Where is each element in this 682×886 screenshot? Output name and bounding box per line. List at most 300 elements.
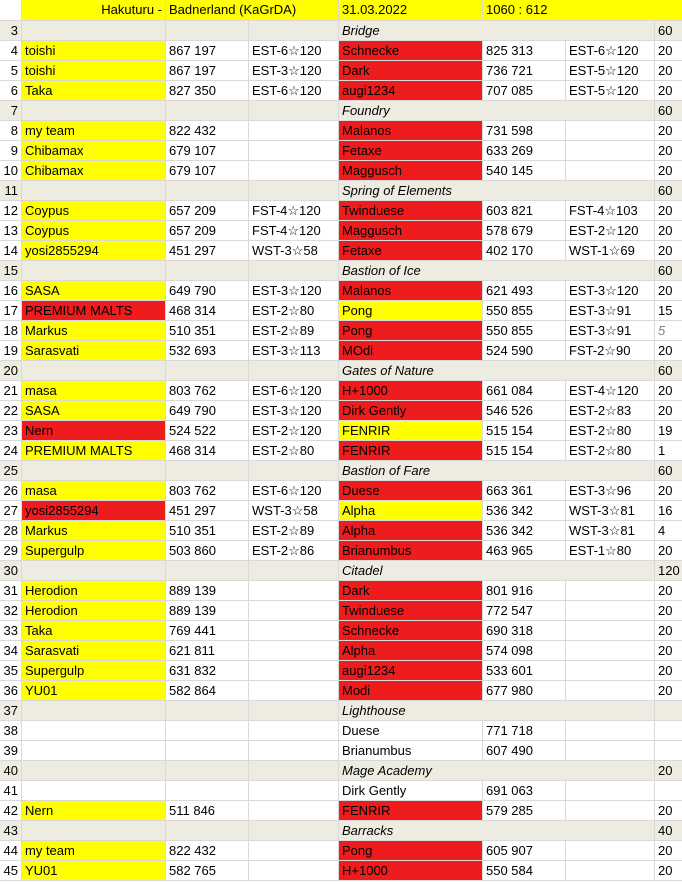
opponent-name[interactable]: H+1000 xyxy=(339,381,483,401)
opponent-name[interactable]: Pong xyxy=(339,841,483,861)
opponent-name[interactable]: Brianumbus xyxy=(339,541,483,561)
player-power[interactable] xyxy=(166,721,249,741)
points[interactable]: 20 xyxy=(655,141,682,161)
section-title[interactable]: Lighthouse xyxy=(339,701,655,721)
opponent-power[interactable]: 677 980 xyxy=(483,681,566,701)
player-info[interactable] xyxy=(249,621,339,641)
player-info[interactable] xyxy=(249,141,339,161)
empty-cell[interactable] xyxy=(249,701,339,721)
opponent-power[interactable]: 579 285 xyxy=(483,801,566,821)
player-name[interactable]: Herodion xyxy=(22,601,166,621)
player-info[interactable]: EST-2☆89 xyxy=(249,321,339,341)
player-name[interactable]: Nern xyxy=(22,801,166,821)
player-power[interactable]: 503 860 xyxy=(166,541,249,561)
player-name[interactable]: YU01 xyxy=(22,681,166,701)
empty-cell[interactable] xyxy=(249,181,339,201)
empty-cell[interactable] xyxy=(166,101,249,121)
player-info[interactable] xyxy=(249,661,339,681)
row-number[interactable]: 15 xyxy=(0,261,22,281)
opponent-power[interactable]: 690 318 xyxy=(483,621,566,641)
opponent-power[interactable]: 801 916 xyxy=(483,581,566,601)
empty-cell[interactable] xyxy=(22,261,166,281)
points[interactable]: 20 xyxy=(655,81,682,101)
row-number[interactable] xyxy=(0,0,22,21)
opponent-info[interactable] xyxy=(566,161,655,181)
opponent-name[interactable]: FENRIR xyxy=(339,441,483,461)
section-title[interactable]: Spring of Elements xyxy=(339,181,655,201)
opponent-name[interactable]: Maggusch xyxy=(339,221,483,241)
row-number[interactable]: 37 xyxy=(0,701,22,721)
player-power[interactable]: 822 432 xyxy=(166,121,249,141)
points[interactable]: 20 xyxy=(655,601,682,621)
player-info[interactable]: WST-3☆58 xyxy=(249,501,339,521)
opponent-info[interactable] xyxy=(566,861,655,881)
row-number[interactable]: 26 xyxy=(0,481,22,501)
points[interactable]: 20 xyxy=(655,641,682,661)
player-info[interactable]: EST-2☆80 xyxy=(249,441,339,461)
opponent-power[interactable]: 550 855 xyxy=(483,321,566,341)
player-name[interactable] xyxy=(22,781,166,801)
player-name[interactable] xyxy=(22,721,166,741)
points[interactable]: 20 xyxy=(655,241,682,261)
opponent-info[interactable] xyxy=(566,621,655,641)
row-number[interactable]: 14 xyxy=(0,241,22,261)
empty-cell[interactable] xyxy=(22,761,166,781)
section-title[interactable]: Foundry xyxy=(339,101,655,121)
player-power[interactable]: 621 811 xyxy=(166,641,249,661)
opponent-power[interactable]: 578 679 xyxy=(483,221,566,241)
player-name[interactable]: toishi xyxy=(22,41,166,61)
player-info[interactable]: WST-3☆58 xyxy=(249,241,339,261)
points[interactable]: 20 xyxy=(655,401,682,421)
player-info[interactable]: EST-2☆120 xyxy=(249,421,339,441)
player-power[interactable]: 468 314 xyxy=(166,301,249,321)
player-name[interactable]: masa xyxy=(22,381,166,401)
row-number[interactable]: 45 xyxy=(0,861,22,881)
player-power[interactable]: 679 107 xyxy=(166,161,249,181)
opponent-power[interactable]: 574 098 xyxy=(483,641,566,661)
player-name[interactable] xyxy=(22,741,166,761)
opponent-info[interactable]: EST-5☆120 xyxy=(566,61,655,81)
opponent-name[interactable]: Dark xyxy=(339,581,483,601)
player-name[interactable]: Nern xyxy=(22,421,166,441)
opponent-power[interactable]: 546 526 xyxy=(483,401,566,421)
player-info[interactable]: EST-3☆120 xyxy=(249,61,339,81)
player-power[interactable]: 468 314 xyxy=(166,441,249,461)
player-power[interactable] xyxy=(166,781,249,801)
player-name[interactable]: Markus xyxy=(22,321,166,341)
opponent-info[interactable]: EST-2☆80 xyxy=(566,421,655,441)
row-number[interactable]: 39 xyxy=(0,741,22,761)
row-number[interactable]: 25 xyxy=(0,461,22,481)
header-date[interactable]: 31.03.2022 xyxy=(339,0,483,21)
opponent-name[interactable]: Brianumbus xyxy=(339,741,483,761)
row-number[interactable]: 33 xyxy=(0,621,22,641)
points[interactable] xyxy=(655,741,682,761)
player-name[interactable]: toishi xyxy=(22,61,166,81)
row-number[interactable]: 19 xyxy=(0,341,22,361)
opponent-power[interactable]: 771 718 xyxy=(483,721,566,741)
empty-cell[interactable] xyxy=(22,101,166,121)
opponent-power[interactable]: 402 170 xyxy=(483,241,566,261)
player-power[interactable]: 582 765 xyxy=(166,861,249,881)
empty-cell[interactable] xyxy=(249,21,339,41)
player-name[interactable]: Coypus xyxy=(22,201,166,221)
player-name[interactable]: my team xyxy=(22,841,166,861)
opponent-name[interactable]: MOdi xyxy=(339,341,483,361)
opponent-info[interactable] xyxy=(566,721,655,741)
player-name[interactable]: my team xyxy=(22,121,166,141)
opponent-info[interactable]: EST-2☆80 xyxy=(566,441,655,461)
opponent-power[interactable]: 621 493 xyxy=(483,281,566,301)
player-power[interactable]: 657 209 xyxy=(166,201,249,221)
player-power[interactable]: 657 209 xyxy=(166,221,249,241)
header-score[interactable]: 1060 : 612 xyxy=(483,0,682,21)
opponent-power[interactable]: 825 313 xyxy=(483,41,566,61)
opponent-power[interactable]: 536 342 xyxy=(483,501,566,521)
row-number[interactable]: 38 xyxy=(0,721,22,741)
player-name[interactable]: Sarasvati xyxy=(22,641,166,661)
opponent-info[interactable]: EST-4☆120 xyxy=(566,381,655,401)
row-number[interactable]: 8 xyxy=(0,121,22,141)
opponent-power[interactable]: 550 584 xyxy=(483,861,566,881)
opponent-power[interactable]: 550 855 xyxy=(483,301,566,321)
opponent-name[interactable]: Alpha xyxy=(339,641,483,661)
opponent-power[interactable]: 607 490 xyxy=(483,741,566,761)
points[interactable]: 20 xyxy=(655,381,682,401)
opponent-info[interactable] xyxy=(566,681,655,701)
row-number[interactable]: 5 xyxy=(0,61,22,81)
empty-cell[interactable] xyxy=(249,461,339,481)
opponent-name[interactable]: Dirk Gently xyxy=(339,401,483,421)
opponent-info[interactable] xyxy=(566,601,655,621)
row-number[interactable]: 13 xyxy=(0,221,22,241)
points[interactable]: 20 xyxy=(655,121,682,141)
player-info[interactable]: EST-3☆113 xyxy=(249,341,339,361)
row-number[interactable]: 43 xyxy=(0,821,22,841)
player-name[interactable]: Taka xyxy=(22,621,166,641)
player-name[interactable]: Coypus xyxy=(22,221,166,241)
opponent-power[interactable]: 772 547 xyxy=(483,601,566,621)
opponent-power[interactable]: 536 342 xyxy=(483,521,566,541)
section-title[interactable]: Gates of Nature xyxy=(339,361,655,381)
opponent-name[interactable]: FENRIR xyxy=(339,801,483,821)
points[interactable] xyxy=(655,721,682,741)
player-info[interactable] xyxy=(249,861,339,881)
player-name[interactable]: PREMIUM MALTS xyxy=(22,441,166,461)
opponent-power[interactable]: 663 361 xyxy=(483,481,566,501)
points[interactable]: 20 xyxy=(655,481,682,501)
player-name[interactable]: SASA xyxy=(22,401,166,421)
player-info[interactable]: EST-6☆120 xyxy=(249,481,339,501)
row-number[interactable]: 9 xyxy=(0,141,22,161)
section-total[interactable]: 60 xyxy=(655,101,682,121)
opponent-info[interactable] xyxy=(566,581,655,601)
opponent-power[interactable]: 515 154 xyxy=(483,441,566,461)
opponent-info[interactable]: WST-3☆81 xyxy=(566,521,655,541)
player-name[interactable]: Markus xyxy=(22,521,166,541)
player-info[interactable]: EST-2☆89 xyxy=(249,521,339,541)
section-title[interactable]: Mage Academy xyxy=(339,761,655,781)
section-total[interactable]: 60 xyxy=(655,461,682,481)
empty-cell[interactable] xyxy=(22,361,166,381)
points[interactable]: 20 xyxy=(655,201,682,221)
player-info[interactable] xyxy=(249,601,339,621)
row-number[interactable]: 31 xyxy=(0,581,22,601)
player-power[interactable]: 803 762 xyxy=(166,381,249,401)
player-info[interactable] xyxy=(249,781,339,801)
empty-cell[interactable] xyxy=(22,561,166,581)
row-number[interactable]: 28 xyxy=(0,521,22,541)
player-info[interactable] xyxy=(249,741,339,761)
section-title[interactable]: Barracks xyxy=(339,821,655,841)
header-guild-right[interactable]: Badnerland (KaGrDA) xyxy=(166,0,339,21)
points[interactable] xyxy=(655,781,682,801)
row-number[interactable]: 10 xyxy=(0,161,22,181)
player-power[interactable]: 510 351 xyxy=(166,321,249,341)
player-name[interactable]: yosi2855294 xyxy=(22,501,166,521)
empty-cell[interactable] xyxy=(22,821,166,841)
row-number[interactable]: 22 xyxy=(0,401,22,421)
opponent-info[interactable]: EST-3☆96 xyxy=(566,481,655,501)
player-info[interactable] xyxy=(249,161,339,181)
opponent-name[interactable]: Fetaxe xyxy=(339,241,483,261)
opponent-name[interactable]: Alpha xyxy=(339,501,483,521)
row-number[interactable]: 7 xyxy=(0,101,22,121)
player-power[interactable] xyxy=(166,741,249,761)
opponent-power[interactable]: 533 601 xyxy=(483,661,566,681)
row-number[interactable]: 12 xyxy=(0,201,22,221)
row-number[interactable]: 21 xyxy=(0,381,22,401)
player-power[interactable]: 679 107 xyxy=(166,141,249,161)
player-info[interactable]: EST-6☆120 xyxy=(249,381,339,401)
points[interactable]: 19 xyxy=(655,421,682,441)
opponent-name[interactable]: Fetaxe xyxy=(339,141,483,161)
empty-cell[interactable] xyxy=(249,101,339,121)
points[interactable]: 1 xyxy=(655,441,682,461)
empty-cell[interactable] xyxy=(166,181,249,201)
empty-cell[interactable] xyxy=(166,701,249,721)
empty-cell[interactable] xyxy=(166,761,249,781)
opponent-info[interactable] xyxy=(566,841,655,861)
player-name[interactable]: Supergulp xyxy=(22,541,166,561)
row-number[interactable]: 30 xyxy=(0,561,22,581)
player-power[interactable]: 451 297 xyxy=(166,501,249,521)
opponent-power[interactable]: 707 085 xyxy=(483,81,566,101)
section-title[interactable]: Bastion of Ice xyxy=(339,261,655,281)
opponent-info[interactable] xyxy=(566,781,655,801)
player-power[interactable]: 451 297 xyxy=(166,241,249,261)
row-number[interactable]: 42 xyxy=(0,801,22,821)
opponent-info[interactable]: EST-3☆120 xyxy=(566,281,655,301)
row-number[interactable]: 20 xyxy=(0,361,22,381)
opponent-name[interactable]: H+1000 xyxy=(339,861,483,881)
player-name[interactable]: Chibamax xyxy=(22,141,166,161)
row-number[interactable]: 27 xyxy=(0,501,22,521)
empty-cell[interactable] xyxy=(166,561,249,581)
opponent-info[interactable]: FST-2☆90 xyxy=(566,341,655,361)
player-info[interactable]: EST-3☆120 xyxy=(249,281,339,301)
opponent-power[interactable]: 633 269 xyxy=(483,141,566,161)
player-name[interactable]: YU01 xyxy=(22,861,166,881)
player-power[interactable]: 867 197 xyxy=(166,41,249,61)
section-total[interactable]: 40 xyxy=(655,821,682,841)
opponent-name[interactable]: Alpha xyxy=(339,521,483,541)
opponent-power[interactable]: 463 965 xyxy=(483,541,566,561)
player-info[interactable]: EST-2☆86 xyxy=(249,541,339,561)
empty-cell[interactable] xyxy=(166,21,249,41)
empty-cell[interactable] xyxy=(22,181,166,201)
row-number[interactable]: 3 xyxy=(0,21,22,41)
player-power[interactable]: 631 832 xyxy=(166,661,249,681)
section-title[interactable]: Citadel xyxy=(339,561,655,581)
points[interactable]: 20 xyxy=(655,341,682,361)
empty-cell[interactable] xyxy=(249,261,339,281)
player-power[interactable]: 822 432 xyxy=(166,841,249,861)
player-power[interactable]: 649 790 xyxy=(166,281,249,301)
player-name[interactable]: PREMIUM MALTS xyxy=(22,301,166,321)
points[interactable]: 20 xyxy=(655,161,682,181)
opponent-power[interactable]: 736 721 xyxy=(483,61,566,81)
opponent-info[interactable]: FST-4☆103 xyxy=(566,201,655,221)
opponent-power[interactable]: 661 084 xyxy=(483,381,566,401)
row-number[interactable]: 40 xyxy=(0,761,22,781)
empty-cell[interactable] xyxy=(22,701,166,721)
player-info[interactable]: EST-6☆120 xyxy=(249,41,339,61)
opponent-name[interactable]: Twinduese xyxy=(339,601,483,621)
section-total[interactable]: 60 xyxy=(655,181,682,201)
opponent-info[interactable] xyxy=(566,801,655,821)
opponent-info[interactable]: EST-2☆83 xyxy=(566,401,655,421)
player-info[interactable] xyxy=(249,121,339,141)
opponent-power[interactable]: 524 590 xyxy=(483,341,566,361)
opponent-name[interactable]: Duese xyxy=(339,481,483,501)
row-number[interactable]: 17 xyxy=(0,301,22,321)
player-info[interactable]: EST-2☆80 xyxy=(249,301,339,321)
opponent-info[interactable] xyxy=(566,741,655,761)
opponent-power[interactable]: 605 907 xyxy=(483,841,566,861)
row-number[interactable]: 32 xyxy=(0,601,22,621)
player-power[interactable]: 582 864 xyxy=(166,681,249,701)
opponent-info[interactable]: EST-5☆120 xyxy=(566,81,655,101)
player-power[interactable]: 524 522 xyxy=(166,421,249,441)
opponent-name[interactable]: Dirk Gently xyxy=(339,781,483,801)
player-name[interactable]: Sarasvati xyxy=(22,341,166,361)
player-power[interactable]: 827 350 xyxy=(166,81,249,101)
opponent-info[interactable] xyxy=(566,121,655,141)
points[interactable]: 16 xyxy=(655,501,682,521)
empty-cell[interactable] xyxy=(22,461,166,481)
empty-cell[interactable] xyxy=(166,461,249,481)
player-info[interactable]: EST-6☆120 xyxy=(249,81,339,101)
opponent-name[interactable]: FENRIR xyxy=(339,421,483,441)
points[interactable]: 20 xyxy=(655,841,682,861)
section-title[interactable]: Bridge xyxy=(339,21,655,41)
opponent-name[interactable]: Dark xyxy=(339,61,483,81)
empty-cell[interactable] xyxy=(166,361,249,381)
player-power[interactable]: 889 139 xyxy=(166,581,249,601)
row-number[interactable]: 44 xyxy=(0,841,22,861)
row-number[interactable]: 41 xyxy=(0,781,22,801)
points[interactable]: 20 xyxy=(655,621,682,641)
row-number[interactable]: 23 xyxy=(0,421,22,441)
row-number[interactable]: 6 xyxy=(0,81,22,101)
row-number[interactable]: 18 xyxy=(0,321,22,341)
empty-cell[interactable] xyxy=(249,821,339,841)
opponent-info[interactable] xyxy=(566,141,655,161)
section-total[interactable]: 20 xyxy=(655,761,682,781)
opponent-power[interactable]: 540 145 xyxy=(483,161,566,181)
empty-cell[interactable] xyxy=(249,561,339,581)
opponent-power[interactable]: 691 063 xyxy=(483,781,566,801)
opponent-name[interactable]: Pong xyxy=(339,301,483,321)
row-number[interactable]: 4 xyxy=(0,41,22,61)
row-number[interactable]: 34 xyxy=(0,641,22,661)
opponent-info[interactable]: EST-3☆91 xyxy=(566,301,655,321)
opponent-info[interactable] xyxy=(566,641,655,661)
opponent-name[interactable]: Malanos xyxy=(339,121,483,141)
opponent-info[interactable]: EST-3☆91 xyxy=(566,321,655,341)
player-info[interactable] xyxy=(249,721,339,741)
player-name[interactable]: Taka xyxy=(22,81,166,101)
player-name[interactable]: Chibamax xyxy=(22,161,166,181)
player-power[interactable]: 649 790 xyxy=(166,401,249,421)
player-name[interactable]: Herodion xyxy=(22,581,166,601)
row-number[interactable]: 29 xyxy=(0,541,22,561)
section-total[interactable]: 60 xyxy=(655,261,682,281)
empty-cell[interactable] xyxy=(249,761,339,781)
player-power[interactable]: 867 197 xyxy=(166,61,249,81)
player-info[interactable]: EST-3☆120 xyxy=(249,401,339,421)
opponent-info[interactable]: EST-6☆120 xyxy=(566,41,655,61)
player-power[interactable]: 889 139 xyxy=(166,601,249,621)
opponent-name[interactable]: Malanos xyxy=(339,281,483,301)
player-power[interactable]: 803 762 xyxy=(166,481,249,501)
points[interactable]: 20 xyxy=(655,661,682,681)
opponent-name[interactable]: Duese xyxy=(339,721,483,741)
opponent-name[interactable]: Schnecke xyxy=(339,621,483,641)
points[interactable]: 20 xyxy=(655,541,682,561)
opponent-name[interactable]: Twinduese xyxy=(339,201,483,221)
opponent-info[interactable]: EST-1☆80 xyxy=(566,541,655,561)
opponent-info[interactable] xyxy=(566,661,655,681)
opponent-power[interactable]: 731 598 xyxy=(483,121,566,141)
section-total[interactable]: 120 xyxy=(655,561,682,581)
opponent-name[interactable]: Maggusch xyxy=(339,161,483,181)
section-title[interactable]: Bastion of Fare xyxy=(339,461,655,481)
player-info[interactable] xyxy=(249,581,339,601)
player-power[interactable]: 511 846 xyxy=(166,801,249,821)
section-total[interactable] xyxy=(655,701,682,721)
opponent-name[interactable]: augi1234 xyxy=(339,661,483,681)
opponent-name[interactable]: augi1234 xyxy=(339,81,483,101)
player-power[interactable]: 769 441 xyxy=(166,621,249,641)
player-name[interactable]: Supergulp xyxy=(22,661,166,681)
points[interactable]: 5 xyxy=(655,321,682,341)
player-info[interactable] xyxy=(249,801,339,821)
opponent-name[interactable]: Modi xyxy=(339,681,483,701)
empty-cell[interactable] xyxy=(249,361,339,381)
section-total[interactable]: 60 xyxy=(655,21,682,41)
row-number[interactable]: 16 xyxy=(0,281,22,301)
player-info[interactable]: FST-4☆120 xyxy=(249,221,339,241)
opponent-name[interactable]: Schnecke xyxy=(339,41,483,61)
points[interactable]: 20 xyxy=(655,581,682,601)
points[interactable]: 15 xyxy=(655,301,682,321)
player-power[interactable]: 510 351 xyxy=(166,521,249,541)
player-name[interactable]: SASA xyxy=(22,281,166,301)
opponent-power[interactable]: 603 821 xyxy=(483,201,566,221)
